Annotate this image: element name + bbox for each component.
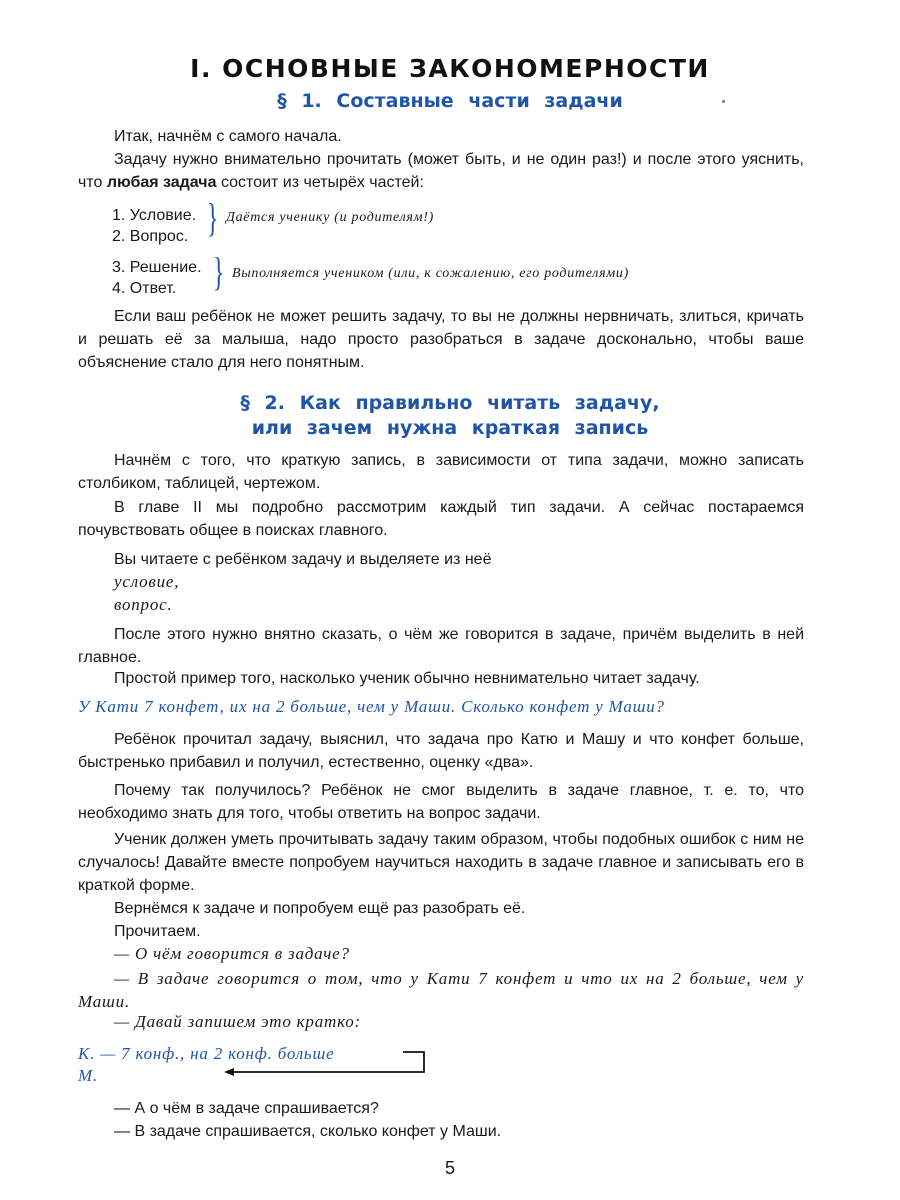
paragraph: — В задаче спрашивается, сколько конфет у Маши. <box>114 1123 502 1140</box>
part-item: 1. Условие. <box>112 207 197 224</box>
paragraph: Вы читаете с ребёнком задачу и выделяете из неё <box>114 551 492 568</box>
paragraph: Если ваш ребёнок не может решить задачу, то вы не должны нервничать, злиться, кричать и решать её за малыша, надо просто разобраться в задаче досконально, чтобы ваше объяснение стало для него понятным. <box>78 308 804 371</box>
paragraph: Начнём с того, что краткую запись, в зависимости от типа задачи, можно записать столбиком, таблицей, чертежом. <box>78 452 804 492</box>
dialogue-line: — В задаче говорится о том, что у Кати 7 конфет и что их на 2 больше, чем у Маши. <box>78 969 804 1011</box>
part-item: 4. Ответ. <box>112 280 177 297</box>
section-2-title: § 2. Как правильно читать задачу, <box>240 392 660 414</box>
paragraph: Прочитаем. <box>114 923 201 940</box>
dialogue-line: — О чём говорится в задаче? <box>114 944 350 963</box>
page-number: 5 <box>444 1158 455 1178</box>
paragraph: В главе II мы подробно рассмотрим каждый тип задачи. А сейчас постараемся почувствовать общее в поисках главного. <box>78 499 804 539</box>
paragraph: После этого нужно внятно сказать, о чём же говорится в задаче, причём выделить в ней главное. <box>78 626 804 666</box>
chapter-title: I. ОСНОВНЫЕ ЗАКОНОМЕРНОСТИ <box>190 54 710 83</box>
italic-term: условие, <box>114 572 180 591</box>
paragraph: Ученик должен уметь прочитывать задачу таким образом, чтобы подобных ошибок с ним не случалось! Давайте вместе попробуем научиться находить в задаче главное и записывать его в краткой форме. <box>78 831 804 894</box>
italic-term: вопрос. <box>114 595 173 614</box>
brace-note: Выполняется учеником (или, к сожалению, его родителями) <box>232 266 629 281</box>
task-statement: У Кати 7 конфет, их на 2 больше, чем у Маши. Сколько конфет у Маши? <box>78 697 665 716</box>
paragraph: Итак, начнём с самого начала. <box>114 128 342 145</box>
bold-phrase: любая задача <box>106 174 217 191</box>
short-record-line: К. — 7 конф., на 2 конф. больше <box>78 1044 335 1063</box>
section-1-title: § 1. Составные части задачи <box>277 90 623 112</box>
paragraph: Почему так получилось? Ребёнок не смог выделить в задаче главное, т. е. то, что необходимо знать для того, чтобы ответить на вопрос задачи. <box>78 782 804 822</box>
paragraph: Простой пример того, насколько ученик обычно невнимательно читает задачу. <box>114 670 700 687</box>
part-item: 3. Решение. <box>112 259 202 276</box>
dialogue-line: — Давай запишем это кратко: <box>114 1012 361 1031</box>
brace-icon: } <box>206 195 219 240</box>
part-item: 2. Вопрос. <box>112 228 189 245</box>
brace-note: Даётся ученику (и родителям!) <box>226 210 434 225</box>
paragraph: — А о чём в задаче спрашивается? <box>114 1100 379 1117</box>
arrow-icon <box>220 1048 430 1080</box>
paragraph: Ребёнок прочитал задачу, выяснил, что задача про Катю и Машу и что конфет больше, быстренько прибавил и получил, естественно, оценку «два». <box>78 731 804 771</box>
short-record-line: М. <box>78 1066 99 1085</box>
paragraph: Задачу нужно внимательно прочитать (может быть, и не один раз!) и после этого уяснить, что любая задача состоит из четырёх частей: <box>78 151 804 191</box>
paragraph: Вернёмся к задаче и попробуем ещё раз разобрать её. <box>114 900 526 917</box>
brace-icon: } <box>212 249 225 294</box>
section-2-title: или зачем нужна краткая запись <box>251 417 649 439</box>
